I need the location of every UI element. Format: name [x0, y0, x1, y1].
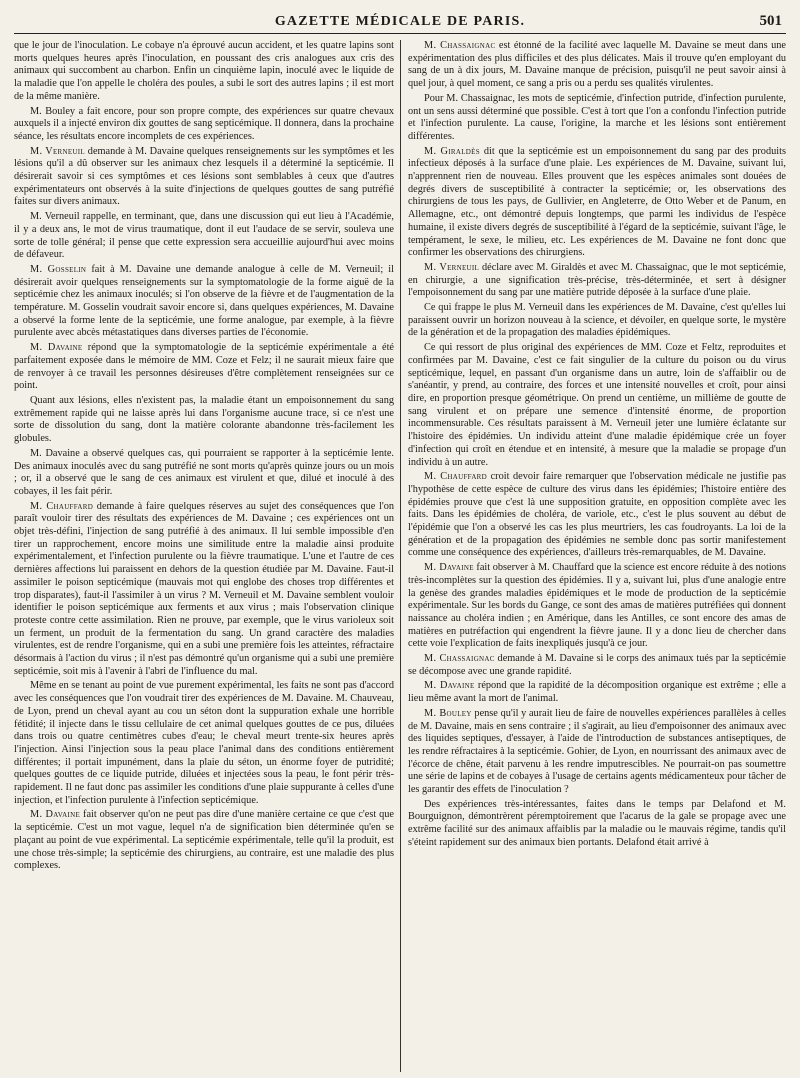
paragraph-text: fait à M. Davaine une demande analogue à celle de M. Verneuil; il désirerait avoir quelques renseignements sur la symptomatologie de la forme aiguë de la septicémie chez les animaux inoculés; si l'on observe de la fièvre et de l'augmentation de la température. M. Gosselin voudrait savoir encore si, dans quelques expériences, M. Davaine a observé la forme lente de la septicémie, une forme analogue, par exemple, à la fièvre purulente avec abcès métastatiques dans diverses parties de l'économie. [14, 263, 394, 339]
page-number: 501 [759, 13, 782, 29]
paragraph [14, 106, 394, 144]
paragraph [14, 448, 394, 499]
paragraph-text: dit que la septicémie est un empoisonnement du sang par des produits infectieux déposés à la surface d'une plaie. Les expériences de M. Davaine, suivant lui, n'apprennent rien de nouveau. Elles prouvent que les espèces animales sont douées de degrés divers de susceptibilité à contracter la septicémie; or, les observations des chirurgiens de tous les pays, de Gullivier, en Angleterre, de Otto Weber et de Panum, en Allemagne, etc., ont démontré depuis longtemps, que parmi les individus de l'espèce humaine, il existe divers degrés de susceptibilité à l'égard de la septicémie, suivant l'âge, le tempérament, le sexe, le milieu, etc. Les expériences de M. Davaine ne font donc que confirmer les observations des chirurgiens. [408, 145, 786, 259]
speaker-name: M. Bouley [424, 707, 472, 719]
paragraph [14, 809, 394, 873]
paragraph [408, 680, 786, 705]
paragraph-text: demande à faire quelques réserves au sujet des conséquences que l'on paraît vouloir tirer des résultats des expériences de M. Davaine ; ces expériences ont un objet très-défini, l'injection de sang putréfié à des animaux. Il lui semble impossible d'en tirer un rapprochement, encore moins une similitude entre la maladie ainsi produite expérimentalement, et l'infection purulente ou la fièvre traumatique. L'une et l'autre de ces dernières affections lui paraissent en dehors de la question étudiée par M. Davaine. Faut-il assimiler le poison septicémique (mauvais mot qui englobe des choses trop différentes et trop disparates), faut-il l'assimiler à un virus ? M. Verneuil et M. Davaine semblent vouloir identifier le poison septicémique aux ferments et aux virus ; mais l'observation clinique proteste contre cette assimilation. Rien ne prouve, par exemple, que le virus varioleux soit un ferment, un produit de la fermentation du sang. Un grand caractère des maladies virulentes, est de rendre l'organisme, qui en a subi une première fois les atteintes, réfractaire désormais à l'action du virus ; il n'est pas démontré qu'un organisme qui a subi une première septicémie, soit mis à l'avenir à l'abri de l'influence du mal. [14, 500, 395, 677]
paragraph-text: Ce qui ressort de plus original des expériences de MM. Coze et Feltz, reproduites et confirmées par M. Davaine, c'est ce fait singulier de la culture du poison ou du virus septicémique, lequel, en passant d'un organisme dans un autre, loin de s'affaiblir ou de s'anéantir, y prend, au contraire, des forces et une intensité nouvelles et croît, pour ainsi dire, en proportion presque géométrique. On prend un centième, un millième de goutte de sang virulent et on prépare une semence d'intensité énorme, de proportion incommensurable. Ces résultats paraissent à M. Verneuil jeter une lumière éclatante sur l'histoire des épidémies. Un individu atteint d'une maladie épidémique crée un foyer d'infection qui croît en étendue et en intensité, à mesure que la maladie se propage d'un individu à un autre. [408, 342, 786, 468]
left-column [14, 40, 400, 1072]
paragraph [408, 262, 786, 300]
paragraph [408, 708, 786, 797]
paragraph [408, 562, 786, 651]
paragraph-text: M. Bouley a fait encore, pour son propre compte, des expériences sur quatre chevaux auxquels il a injecté environ dix gouttes de sang septicémique. Il donnera, dans la prochaine séance, les résultats encore incomplets de ces expériences. [14, 105, 394, 142]
speaker-name: M. Chassaignac [424, 653, 495, 665]
paragraph [408, 799, 786, 850]
paragraph-text: croit devoir faire remarquer que l'observation médicale ne justifie pas l'hypothèse de cette espèce de culture des virus dans les épidémies; l'histoire entière des épidémies prouve que c'est là une supposition gratuite, en opposition complète avec les faits. Dans les épidémies de choléra, de variole, etc., c'est le plus souvent au début de l'épidémie que l'on a observé les cas les plus meurtriers, les cas foudroyants. La loi de la génération et de la propagation des épidémies ne semble donc pas sortir manifestement comme une conséquence des expériences, d'ailleurs très-remarquables, de M. Davaine. [408, 471, 786, 559]
paragraph-text: Quant aux lésions, elles n'existent pas, la maladie étant un empoisonnement du sang extrêmement rapide qui ne laisse après lui dans l'organisme aucune trace, si ce n'est une sorte de dissolution du sang, dont la matière colorante abandonne très-facilement les globules. [14, 394, 394, 445]
paragraph-text: M. Verneuil rappelle, en terminant, que, dans une discussion qui eut lieu à l'Académie, il y a deux ans, le mot de virus traumatique, dont il eut l'audace de se servir, souleva une sorte de tolle général; il pense que cette expression sera accueillie aujourd'hui avec moins de défaveur. [14, 211, 394, 261]
speaker-name: M. Davaine [30, 809, 81, 821]
paragraph-text: fait observer qu'on ne peut pas dire d'une manière certaine ce que c'est que la septicémie. C'est un mot vague, lequel n'a de signification bien déterminée qu'en se plaçant au point de vue expérimental. La septicémie expérimentale, telle qu'il la produit, est une chose très-simple; la septicémie des chirurgiens, au contraire, est une maladie des plus complexes. [14, 809, 394, 872]
paragraph-text: déclare avec M. Giraldès et avec M. Chassaignac, que le mot septicémie, en chirurgie, a une signification très-précise, très-déterminée, et sert à désigner l'empoisonnement du sang par une matière putride déposée à la surface d'une plaie. [408, 261, 786, 299]
paragraph [408, 40, 786, 91]
journal-title: GAZETTE MÉDICALE DE PARIS. [274, 14, 526, 29]
paragraph-text: Des expériences très-intéressantes, faites dans le temps par Delafond et M. Bourguignon, démontrèrent péremptoirement que l'acarus de la gale se propage avec une extrême facilité sur des animaux affaiblis par la maladie ou le mauvais régime, tandis qu'il s'éteint rapidement sur des animaux bien portants. Delafond était arrivé à [408, 798, 786, 848]
paragraph-text: pense qu'il y aurait lieu de faire de nouvelles expériences parallèles à celles de M. Davaine, mais en sens contraire ; il s'agirait, au lieu d'empoisonner des animaux avec des liquides septiques, d'essayer, à l'aide de l'introduction de substances antiseptiques, de les rendre réfractaires à la septicémie. Gohier, de Lyon, en nourrissant des animaux avec de l'écorce de chêne, était parvenu à les rendre imputrescibles. Ne pourrait-on pas soumettre une série de lapins et de cobayes à l'usage de certains agents médicamenteux pour tâcher de les garantir des effets de l'inoculation ? [408, 707, 786, 796]
paragraph-text: répond que la symptomatologie de la septicémie expérimentale a été parfaitement exposée dans le mémoire de MM. Coze et Felz; il ne saurait mieux faire que de renvoyer à ce travail les personnes désireuses d'être complètement renseignées sur ce point. [14, 342, 395, 392]
paragraph-text: fait observer à M. Chauffard que la science est encore réduite à des notions très-incomplètes sur la question des épidémies. Il y a, suivant lui, plus d'une analogie entre la genèse des grandes maladies épidémiques et le mode de production de la septicémie expérimentale. Sur les bords du Gange, ce sont des amas de matières putréfiées qui donnent naissance au choléra indien ; en Amérique, dans les Antilles, ce sont encore des amas de matières en putréfaction qui engendrent la fièvre jaune. Il y a donc lieu de chercher dans cette voie l'explication de faits inexpliqués jusqu'à ce jour. [408, 562, 786, 650]
speaker-name: M. Davaine [30, 342, 83, 354]
speaker-name: M. Verneuil [30, 145, 86, 157]
paragraph [14, 342, 394, 393]
page-header [14, 12, 786, 34]
paragraph [14, 211, 394, 262]
paragraph [14, 395, 394, 446]
paragraph-text: est étonné de la facilité avec laquelle M. Davaine se meut dans une expérimentation des plus difficiles et des plus délicates. Mais il trouve qu'en employant du sang de un à dix jours, M. Davaine manque de précision, puisqu'il ne peut savoir ainsi à quel jour, à quel moment, ce sang a pris ou a perdu ses qualités virulentes. [408, 40, 786, 90]
speaker-name: M. Chauffard [424, 471, 487, 483]
paragraph [408, 302, 786, 340]
text-columns [14, 40, 786, 1072]
speaker-name: M. Davaine [424, 562, 474, 574]
paragraph [408, 146, 786, 260]
speaker-name: M. Giraldès [424, 145, 480, 157]
paragraph-text: Pour M. Chassaignac, les mots de septicémie, d'infection putride, d'infection purulente, ont un sens aussi déterminé que possible. C'est à tort que l'on a confondu l'infection putride et l'infection purulente. La cause, l'origine, la marche et les lésions sont entièrement différentes. [408, 92, 786, 142]
paragraph-text: que le jour de l'inoculation. Le cobaye n'a éprouvé aucun accident, et les quatre lapins sont morts quelques heures après l'inoculation, en poussant des cris analogues aux cris des animaux qui succombent au charbon. Enfin un cinquième lapin, inoculé avec le liquide de la maladie que l'on appelle le choléra des poules, a subi le sort des autres lapins ; il est mort de la même manière. [14, 40, 394, 102]
paragraph [14, 680, 394, 807]
paragraph-text: M. Davaine a observé quelques cas, qui pourraient se rapporter à la septicémie lente. Des animaux inoculés avec du sang putréfié ne sont morts qu'après quinze jours ou un mois ; or, il a observé que le sang de ces animaux est virulent et que, dilué et inoculé à des cobayes, il les fait périr. [14, 447, 394, 497]
paragraph [14, 264, 394, 340]
right-column [400, 40, 786, 1072]
paragraph [408, 342, 786, 469]
speaker-name: M. Chauffard [30, 500, 94, 512]
paragraph-text: demande à M. Davaine si le corps des animaux tués par la septicémie se décompose avec une grande rapidité. [408, 653, 786, 677]
speaker-name: M. Gosselin [30, 263, 87, 275]
paragraph [14, 146, 394, 210]
paragraph [408, 653, 786, 678]
paragraph-text: Même en se tenant au point de vue purement expérimental, les faits ne sont pas d'accord avec les conséquences que l'on voudrait tirer des expériences de M. Davaine. M. Chauveau, de Lyon, prend un cheval ayant au cou un séton dont la suppuration exhale une horrible fétidité; il injecte dans le tissu cellulaire de cet animal quelques gouttes de ce pus, diluées dans trois ou quatre centimètres cubes d'eau; le cheval meurt trente-six heures après l'injection. Ainsi l'injection sous la peau place l'animal dans des conditions entièrement différentes; il portait impunément, dans la plaie du séton, un énorme foyer de putridité; quelques gouttes de ce liquide putride, diluées et injectées sous la peau, le font périr très-rapidement. Il ne faut donc pas assimiler les conditions d'une plaie suppurante à celles d'une injection, et l'infection purulente à l'infection septicémique. [14, 680, 394, 806]
paragraph [408, 93, 786, 144]
speaker-name: M. Chassaignac [424, 40, 496, 51]
speaker-name: M. Verneuil [424, 261, 480, 273]
paragraph [14, 501, 394, 679]
paragraph [408, 471, 786, 560]
paragraph-text: Ce qui frappe le plus M. Verneuil dans les expériences de M. Davaine, c'est qu'elles lui paraissent ouvrir un horizon nouveau à la science, et dévoiler, en quelque sorte, le mystère de la génération et de la propagation des maladies épidémiques. [408, 302, 786, 339]
paragraph-text: répond que la rapidité de la décomposition organique est extrême ; elle a lieu même avant la mort de l'animal. [408, 680, 786, 705]
speaker-name: M. Davaine [424, 680, 475, 692]
paragraph-text: demande à M. Davaine quelques renseignements sur les symptômes et les lésions qu'il a dû observer sur les animaux chez lesquels il a déterminé la septicémie. Il désirerait savoir si ces symptômes et ces lésions sont semblables à ceux que d'autres expérimentateurs ont observés à la suite d'injections de quelques gouttes de sang putréfié faites sur divers animaux. [14, 145, 394, 208]
paragraph [14, 40, 394, 104]
